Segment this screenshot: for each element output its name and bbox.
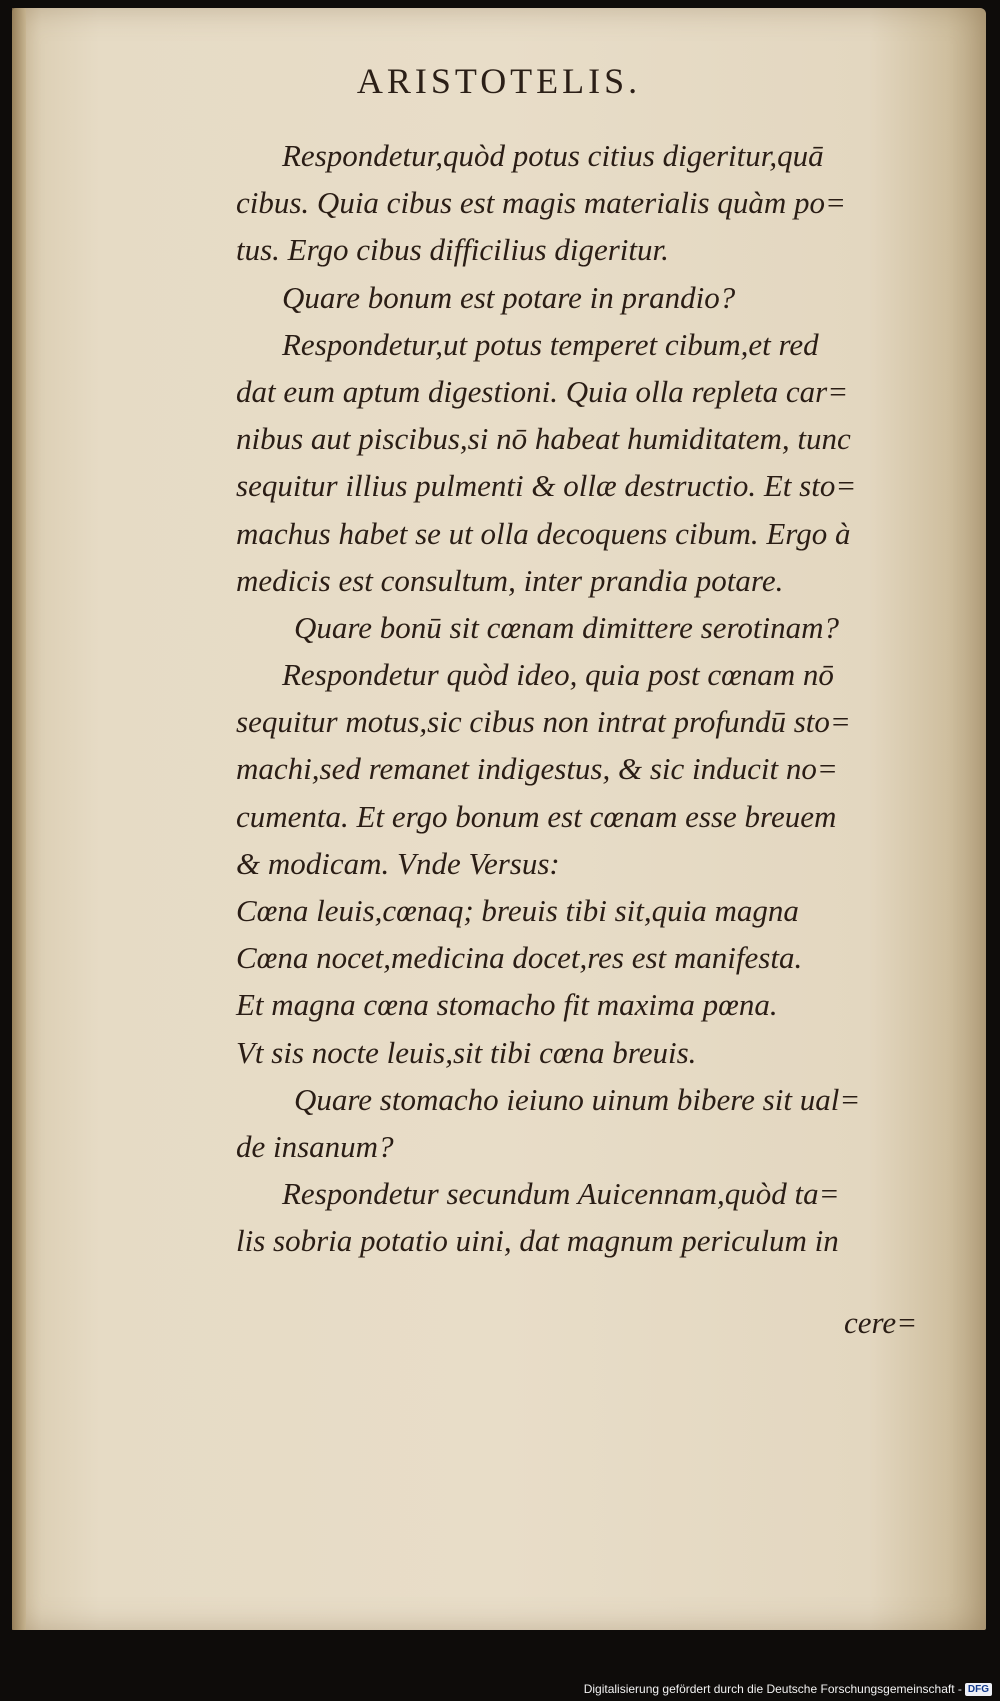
text-line: lis sobria potatio uini, dat magnum periculum in <box>236 1223 839 1259</box>
book-page <box>12 8 986 1630</box>
text-line: tus. Ergo cibus difficilius digeritur. <box>236 232 669 268</box>
catchword: cere= <box>844 1305 918 1340</box>
verse-line: Cœna nocet,medicina docet,res est manifesta. <box>236 940 803 976</box>
verse-line: Vt sis nocte leuis,sit tibi cœna breuis. <box>236 1034 697 1070</box>
running-header: ARISTOTELIS. <box>356 61 642 101</box>
text-line: sequitur motus,sic cibus non intrat profundū sto= <box>236 704 851 740</box>
question-line: Quare bonū sit cœnam dimittere serotinam? <box>294 609 840 645</box>
text-line: machus habet se ut olla decoquens cibum. Ergo à <box>236 515 851 551</box>
question-line: Quare stomacho ieiuno uinum bibere sit ual= <box>294 1081 861 1117</box>
text-line: dat eum aptum digestioni. Quia olla repleta car= <box>236 373 849 409</box>
text-line: cibus. Quia cibus est magis materialis quàm po= <box>236 185 846 221</box>
text-line: Respondetur,quòd potus citius digeritur,quā <box>282 138 824 173</box>
text-line: Respondetur,ut potus temperet cibum,et red <box>282 326 819 362</box>
question-line: Quare bonum est potare in prandio? <box>282 279 736 315</box>
text-line: sequitur illius pulmenti & ollæ destructio. Et sto= <box>236 468 857 504</box>
text-line: medicis est consultum, inter prandia potare. <box>236 562 784 598</box>
text-line: nibus aut piscibus,si nō habeat humiditatem, tunc <box>236 421 851 457</box>
credit-text: Digitalisierung gefördert durch die Deutsche Forschungsgemeinschaft - <box>583 1682 962 1696</box>
page-text <box>236 132 936 1265</box>
dfg-logo: DFG <box>965 1683 992 1696</box>
text-line: de insanum? <box>236 1128 394 1164</box>
verse-line: Et magna cœna stomacho fit maxima pœna. <box>236 987 778 1023</box>
text-line: Respondetur secundum Auicennam,quòd ta= <box>282 1176 840 1212</box>
digitization-credit <box>584 1679 992 1699</box>
text-line: machi,sed remanet indigestus, & sic inducit no= <box>236 751 838 787</box>
text-line: Respondetur quòd ideo, quia post cœnam nō <box>282 657 834 693</box>
verse-line: Cœna leuis,cœnaq; breuis tibi sit,quia magna <box>236 893 799 928</box>
text-line: cumenta. Et ergo bonum est cœnam esse breuem <box>236 798 837 834</box>
text-line: & modicam. Vnde Versus: <box>236 845 560 881</box>
